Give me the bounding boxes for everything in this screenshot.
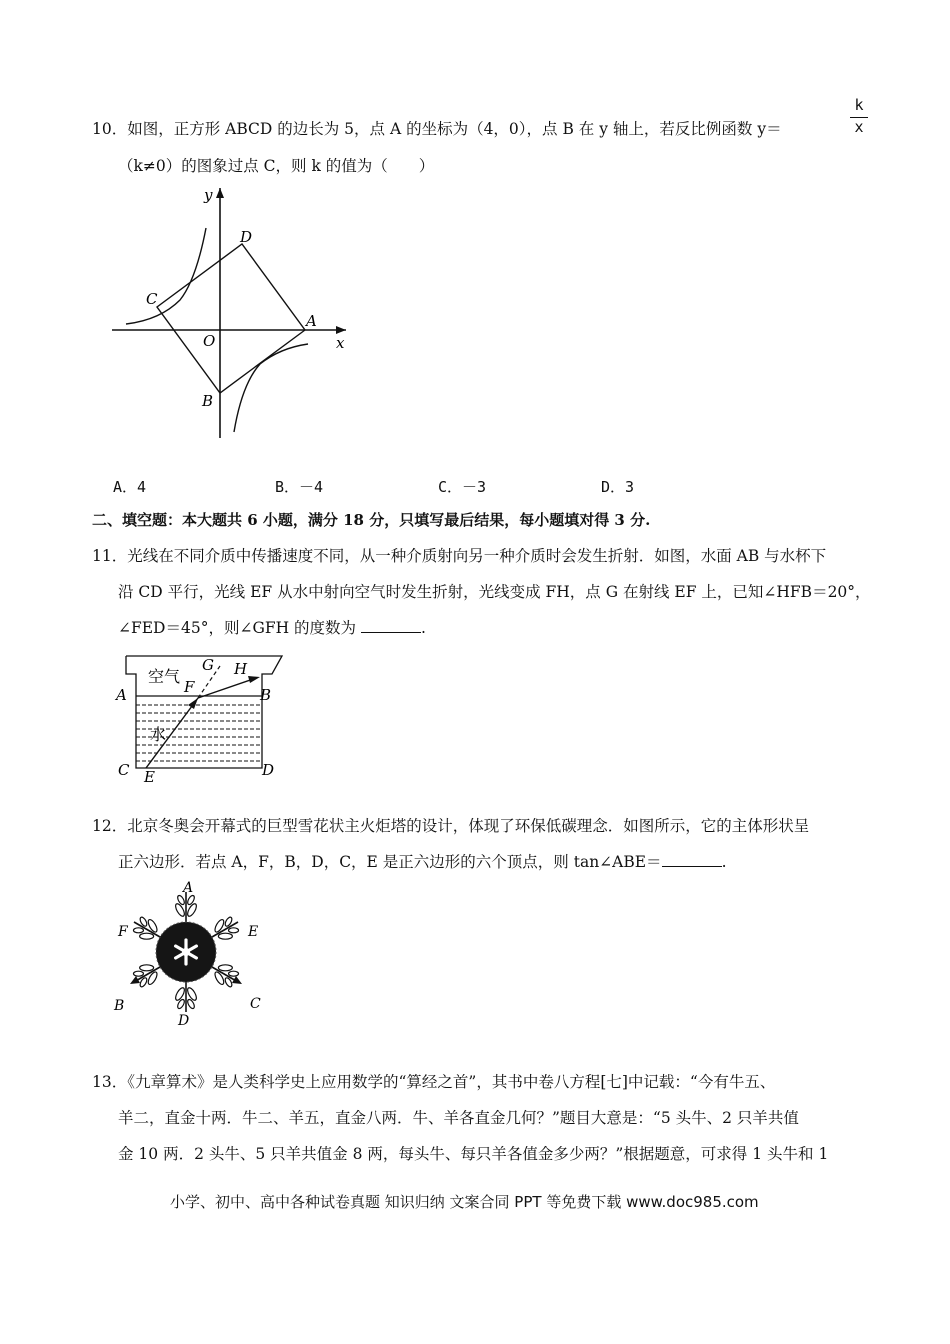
- label-water: 水: [150, 725, 167, 744]
- q12-snowflake-figure: [110, 878, 270, 1028]
- q12-line-2: [118, 851, 727, 873]
- q10-fraction-denominator: x: [854, 118, 864, 136]
- label-d: D: [240, 228, 253, 246]
- label-c: C: [146, 290, 158, 308]
- label-d: D: [262, 761, 275, 779]
- label-o: O: [203, 332, 216, 350]
- label-e: E: [248, 924, 259, 940]
- ray-ef-arrow-icon: [188, 698, 198, 709]
- label-a: A: [183, 880, 194, 896]
- label-d: D: [178, 1013, 190, 1028]
- q11-line-2: 沿 CD 平行，光线 EF 从水中射向空气时发生折射，光线变成 FH，点 G 在射线 EF 上，已知∠HFB＝20°，: [118, 583, 871, 601]
- q11-line-3-text: ∠FED＝45°，则∠GFH 的度数为: [118, 619, 357, 637]
- section-heading-fill-in: 二、填空题：本大题共 6 小题，满分 18 分，只填写最后结果，每小题填对得 3 分.: [92, 511, 651, 529]
- label-h: H: [234, 660, 248, 678]
- q10-coordinate-figure: [100, 180, 360, 445]
- label-e: E: [144, 768, 155, 785]
- hyperbola-branch-upper-left: [126, 228, 206, 324]
- label-x: x: [336, 334, 345, 352]
- hyperbola-branch-lower-right: [234, 344, 308, 432]
- q13-line-3: 金 10 两．2 头牛、5 只羊共值金 8 两，每头牛、每只羊各值金多少两？”根据题意，可求得 1 头牛和 1: [118, 1145, 829, 1163]
- q10-line-2: （k≠0）的图象过点 C，则 k 的值为（ ）: [118, 157, 435, 175]
- q10-option-a: A．4: [113, 478, 147, 496]
- label-b: B: [260, 686, 272, 704]
- q10-fraction-numerator: k: [854, 96, 864, 114]
- label-g: G: [202, 656, 214, 674]
- ray-fh: [198, 678, 256, 698]
- q11-line-3-end: .: [420, 619, 426, 637]
- q11-answer-blank: [361, 618, 421, 633]
- q11-line-3: [118, 617, 426, 639]
- label-f: F: [118, 924, 128, 940]
- square-abcd: [157, 244, 305, 393]
- ray-fh-arrow-icon: [248, 676, 260, 683]
- label-b: B: [114, 998, 125, 1014]
- q10-line-1: 10．如图，正方形 ABCD 的边长为 5，点 A 的坐标为（4，0），点 B 在 y 轴上，若反比例函数 y＝: [92, 120, 782, 138]
- q10-option-d: D．3: [601, 478, 635, 496]
- q11-cup-figure: [110, 650, 300, 785]
- label-a: A: [306, 312, 317, 330]
- q11-line-1: 11．光线在不同介质中传播速度不同，从一种介质射向另一种介质时会发生折射．如图，水面 AB 与水杯下: [92, 547, 827, 565]
- q12-line-1: 12．北京冬奥会开幕式的巨型雪花状主火炬塔的设计，体现了环保低碳理念．如图所示，它的主体形状呈: [92, 817, 810, 835]
- label-c: C: [250, 996, 261, 1012]
- label-b: B: [202, 392, 214, 410]
- q13-line-1: 13．《九章算术》是人类科学史上应用数学的“算经之首”，其书中卷八方程[七]中记载：“今有牛五、: [92, 1073, 776, 1091]
- q13-line-2: 羊二，直金十两．牛二、羊五，直金八两．牛、羊各直金几何？”题目大意是：“5 头牛、2 只羊共值: [118, 1109, 799, 1127]
- q10-option-c: C．－3: [438, 478, 487, 496]
- label-y: y: [204, 186, 213, 204]
- label-f: F: [184, 678, 195, 696]
- q12-answer-blank: [662, 852, 722, 867]
- q12-line-2-end: .: [721, 853, 727, 871]
- x-axis-arrow-icon: [336, 326, 346, 334]
- q10-option-b: B．－4: [275, 478, 324, 496]
- y-axis-arrow-icon: [216, 188, 224, 198]
- page-footer: 小学、初中、高中各种试卷真题 知识归纳 文案合同 PPT 等免费下载 www.doc985.com: [170, 1193, 759, 1211]
- q12-line-2-text: 正六边形．若点 A，F，B，D，C，E 是正六边形的六个顶点，则 tan∠ABE＝: [118, 853, 662, 871]
- label-a: A: [116, 686, 127, 704]
- label-c: C: [118, 761, 130, 779]
- label-air: 空气: [148, 667, 181, 686]
